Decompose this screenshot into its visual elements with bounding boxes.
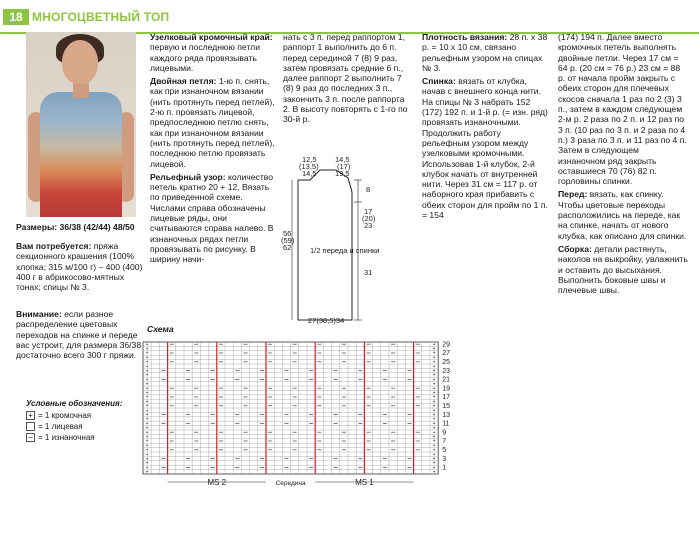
- edge-stitch-mark: +: [432, 447, 436, 454]
- edge-stitch-mark: +: [145, 381, 149, 388]
- knitted-top-image: [40, 92, 122, 217]
- row-number: 29: [442, 341, 450, 349]
- edge-stitch-mark: +: [432, 451, 436, 458]
- svg-text:12,5: 12,5: [302, 155, 317, 164]
- attention-text: если разное распределение цветовых переходов на спинке и переде вас устроит, для размера 36/38 достаточно всего 300 г пряжи.: [16, 309, 142, 361]
- column-3: нать с 3 п. перед раппортом 1, раппорт 1 выполнить до 6 п. перед серединой 7 (8) 9 раз, затем провязать средние 6 п., далее раппорт 2 выполнить 7 (8) 9 раз до последних 3 п., закончить 3 п. после раппорта 2. В высоту повторять с 1-го по 30-й р.: [283, 32, 408, 125]
- edge-stitch-mark: +: [145, 421, 149, 428]
- svg-text:(13,5): (13,5): [299, 162, 319, 171]
- svg-text:14,5: 14,5: [302, 169, 317, 178]
- row-number: 1: [442, 464, 447, 472]
- edge-stitch-mark: +: [145, 460, 149, 467]
- svg-text:(20): (20): [362, 214, 376, 223]
- legend-title: Условные обозначения:: [26, 399, 123, 408]
- edge-stitch-mark: +: [145, 465, 149, 472]
- edge-stitch-mark: +: [432, 403, 436, 410]
- svg-text:(17): (17): [337, 162, 351, 171]
- svg-text:(59): (59): [281, 236, 295, 245]
- edge-stitch-mark: +: [432, 429, 436, 436]
- edge-stitch-mark: +: [145, 385, 149, 392]
- svg-text:14,5: 14,5: [335, 155, 350, 164]
- schema-label: Схема: [147, 324, 174, 334]
- edge-stitch-mark: +: [432, 456, 436, 463]
- svg-text:27(30,5)34: 27(30,5)34: [308, 316, 345, 325]
- edge-stitch-mark: +: [145, 412, 149, 419]
- header-bar: [0, 6, 699, 28]
- edge-stitch-mark: +: [432, 341, 436, 348]
- edge-stitch-mark: +: [432, 346, 436, 353]
- row-number: 27: [442, 350, 450, 358]
- svg-text:19,5: 19,5: [335, 169, 350, 178]
- model-photo: [26, 32, 136, 217]
- edge-stitch-mark: +: [432, 421, 436, 428]
- column-5: (174) 194 п. Далее вместо кромочных петель выполнять двойные петли. Через 17 см = 64 р. (20 см = 76 р.) 23 см = 88 р. от начала пройм закрыть с обеих сторон для плечевых скосов сначала 1 раз по 2 (3) 3 п., затем в каждом следующем 2-м р. 2 раза по 2 п. и 12 раз по 3 п. (10 раз по 3 п. и 2 раза по 4 п.) 3 раза по 3 п. и 11 раз по 4 п. Затем в следующем изнаночном ряд закрыть оставшиеся 70 (76) 82 п. горловины спинки. Перед: вязать, как спинку. Чтобы цветовые переходы расположились на переде, как на спинке, начать от нового клубка, как описано для спинки. Сборка: детали растянуть, наколов на выкройку, увлажнить и оставить до высыхания. Выполнить боковые швы и плечевые швы.: [558, 32, 688, 296]
- row-number: 21: [442, 376, 450, 384]
- edge-stitch-mark: +: [145, 456, 149, 463]
- knit-stitch-symbol: [26, 422, 35, 431]
- edge-stitch-mark: +: [432, 377, 436, 384]
- page-number: 18: [3, 9, 29, 25]
- edge-stitch-mark: +: [145, 403, 149, 410]
- legend-item-purl: – = 1 изнаночная: [26, 432, 122, 443]
- edge-stitch-mark: +: [145, 425, 149, 432]
- svg-text:62: 62: [283, 243, 292, 252]
- edge-stitch-mark: +: [432, 368, 436, 375]
- edge-stitch-mark: +: [432, 465, 436, 472]
- edge-stitch-mark: +: [145, 429, 149, 436]
- edge-stitch-mark: +: [432, 443, 436, 450]
- edge-stitch-mark: +: [145, 355, 149, 362]
- edge-stitch-mark: +: [432, 381, 436, 388]
- svg-text:17: 17: [364, 207, 373, 216]
- edge-stitch-mark: +: [432, 355, 436, 362]
- edge-stitch-mark: +: [432, 399, 436, 406]
- row-number: 15: [442, 403, 450, 410]
- svg-text:31: 31: [364, 268, 373, 277]
- edge-stitch-mark: +: [432, 469, 436, 476]
- edge-stitch-mark: +: [432, 359, 436, 366]
- column-2: Узелковый кромочный край: первую и последнюю петли каждого ряда провязывать лицевыми. Двойная петля: 1-ю п. снять, как при изнаночном вязании (нить протянуть перед петлей), 2-ю п. провязать лицевой, предпоследнюю петлю снять, как при изнаночном вязании (нить протянуть перед петлей), последнюю петлю провязать лицевой. Рельефный узор: количество петель кратно 20 + 12. Вязать по приведенной схеме. Числами справа обозначены лицевые ряды, они считываются справа налево. В изнаночных рядах петли провязывать по рисунку. В ширину начи-: [150, 32, 275, 265]
- edge-stitch-mark: +: [432, 425, 436, 432]
- edge-stitch-mark: +: [145, 434, 149, 441]
- edge-stitch-mark: +: [145, 350, 149, 357]
- edge-stitch-mark: +: [145, 390, 149, 397]
- row-number: 9: [442, 429, 447, 437]
- edge-stitch-mark: +: [145, 341, 149, 348]
- edge-stitch-mark: +: [432, 407, 436, 414]
- svg-text:23: 23: [364, 221, 373, 230]
- edge-stitch-mark: +: [432, 350, 436, 357]
- row-number: 19: [442, 385, 450, 393]
- legend-item-edge: + = 1 кромочная: [26, 410, 122, 421]
- edge-stitch-mark: +: [145, 359, 149, 366]
- attention-section: [16, 309, 144, 360]
- row-number: 23: [442, 367, 450, 375]
- knitting-chart: [141, 336, 471, 501]
- edge-stitch-mark: +: [432, 460, 436, 467]
- edge-stitch-mark: +: [432, 372, 436, 379]
- row-number: 7: [442, 438, 447, 446]
- materials-title: Вам потребуется:: [16, 241, 92, 251]
- edge-stitch-mark: +: [145, 438, 149, 445]
- edge-stitch-mark: +: [145, 416, 149, 423]
- edge-stitch-mark: +: [432, 416, 436, 423]
- materials-text: пряжа секционного крашения (100% хлопка; 315 м/100 г) – 400 (400) 400 г в абрикосово-мятных тонах; спицы № 3.: [16, 241, 143, 293]
- edge-stitch-mark: +: [145, 346, 149, 353]
- middle-label: Середина: [275, 480, 306, 487]
- row-number: 3: [442, 455, 447, 463]
- svg-text:1/2 переда и спинки: 1/2 переда и спинки: [310, 246, 380, 255]
- edge-stitch-mark: +: [145, 363, 149, 370]
- edge-stitch-mark: +: [145, 394, 149, 401]
- edge-stitch-mark: +: [432, 385, 436, 392]
- edge-stitch-mark: +: [145, 451, 149, 458]
- edge-stitch-mark: +: [145, 377, 149, 384]
- row-number: 25: [442, 359, 450, 366]
- edge-stitch-mark: +: [432, 412, 436, 419]
- page-title: МНОГОЦВЕТНЫЙ ТОП: [32, 10, 170, 24]
- edge-stitch-mark: +: [145, 399, 149, 406]
- garment-pattern-diagram: [280, 150, 420, 325]
- svg-text:8: 8: [366, 185, 371, 194]
- row-number: 5: [442, 447, 447, 454]
- legend: [26, 398, 122, 443]
- ms1-label: MS 1: [355, 478, 374, 487]
- edge-stitch-mark: +: [145, 447, 149, 454]
- edge-stitch-mark: +: [145, 443, 149, 450]
- row-number: 13: [442, 411, 450, 419]
- purl-stitch-symbol: –: [26, 433, 35, 442]
- edge-stitch-mark: +: [432, 394, 436, 401]
- edge-stitch-mark: +: [432, 390, 436, 397]
- edge-stitch-mark: +: [432, 438, 436, 445]
- row-number: 11: [442, 420, 450, 428]
- attention-title: Внимание:: [16, 309, 62, 319]
- svg-text:56: 56: [283, 229, 292, 238]
- edge-stitch-mark: +: [432, 363, 436, 370]
- edge-stitch-symbol: +: [26, 411, 35, 420]
- sizes-text: Размеры: 36/38 (42/44) 48/50: [16, 222, 135, 232]
- edge-stitch-mark: +: [432, 434, 436, 441]
- ms2-label: MS 2: [207, 478, 227, 487]
- edge-stitch-mark: +: [145, 368, 149, 375]
- edge-stitch-mark: +: [145, 407, 149, 414]
- edge-stitch-mark: +: [145, 372, 149, 379]
- column-4: Плотность вязания: 28 п. х 38 р. = 10 х 10 см, связано рельефным узором на спицах № 3. Спинка: вязать от клубка, начав с внешнего конца нити. На спицы № 3 набрать 152 (172) 192 п. и 1-й р. (= изн. ряд) провязать изнаночными. Продолжить работу рельефным узором между узелковыми кромочными. Использовав 1-й клубок, 2-й клубок начать от внутренней нити. Через 31 см = 117 р. от наборного края прибавить с обеих сторон для пройм по 1 п. = 154: [422, 32, 548, 221]
- materials-section: [16, 241, 144, 292]
- legend-item-knit: = 1 лицевая: [26, 421, 122, 432]
- edge-stitch-mark: +: [145, 469, 149, 476]
- row-number: 17: [442, 394, 450, 402]
